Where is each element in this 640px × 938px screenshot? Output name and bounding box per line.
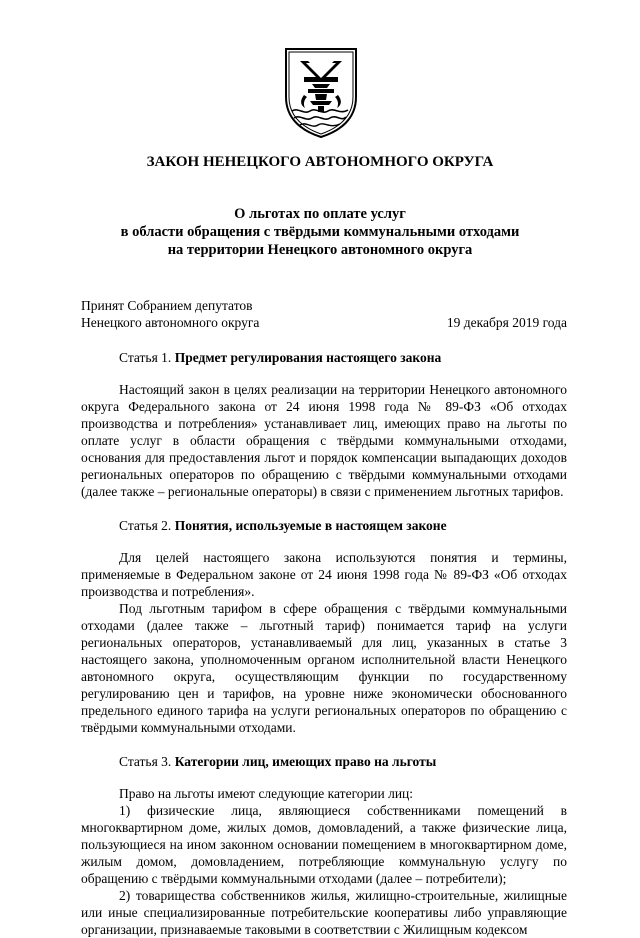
article-3-heading	[81, 753, 567, 770]
article-2-heading	[81, 517, 567, 534]
article-number: Статья 1.	[119, 350, 172, 365]
article-number: Статья 3.	[119, 754, 172, 769]
article-number: Статья 2.	[119, 518, 172, 533]
adopted-by-line: Ненецкого автономного округа	[81, 315, 260, 330]
subject-line: на территории Ненецкого автономного округа	[167, 242, 473, 258]
article-3-item-1: 1) физические лица, являющиеся собственниками помещений в многоквартирном доме, жилых домов, домовладений, а также физические лица, пользующиеся на ином законном основании помещением в многоквартирном доме, жилым домом, домовладением, потребляющие коммунальную услугу по обращению с твёрдыми коммунальными отходами (далее – потребители);	[81, 803, 567, 886]
article-title: Предмет регулирования настоящего закона	[174, 350, 442, 365]
law-title: ЗАКОН НЕНЕЦКОГО АВТОНОМНОГО ОКРУГА	[146, 154, 494, 170]
article-title: Категории лиц, имеющих право на льготы	[174, 754, 437, 769]
law-subject	[0, 205, 640, 259]
article-3-item-2: 2) товарищества собственников жилья, жилищно-строительные, жилищные или иные специализированные потребительские кооперативы либо управляющие организации, признаваемые таковыми в соответствии с Жилищным кодексом	[81, 888, 567, 937]
article-2-text-1: Для целей настоящего закона используются понятия и термины, применяемые в Федеральном законе от 24 июня 1998 года № 89-ФЗ «Об отходах производства и потребления».	[81, 550, 567, 599]
article-title: Понятия, используемые в настоящем законе	[174, 518, 447, 533]
adopted-by-line: Принят Собранием депутатов	[81, 298, 253, 313]
adoption-date: 19 декабря 2019 года	[446, 315, 567, 330]
adoption-block	[81, 297, 567, 331]
law-body	[81, 349, 567, 938]
article-1-text: Настоящий закон в целях реализации на территории Ненецкого автономного округа Федерального закона от 24 июня 1998 года № 89-ФЗ «Об отходах производства и потребления» устанавливает лиц, имеющих право на льготы по оплате услуг в области обращения с твёрдыми коммунальными отходами, основания для предоставления льгот и порядок компенсации выпадающих доходов региональных операторов по обращению с твёрдыми коммунальными отходами (далее также – региональные операторы) в связи с применением льготных тарифов.	[81, 382, 567, 499]
subject-line: О льготах по оплате услуг	[234, 206, 406, 222]
subject-line: в области обращения с твёрдыми коммунальными отходами	[120, 224, 520, 240]
article-3-intro: Право на льготы имеют следующие категории лиц:	[119, 786, 414, 801]
article-2-text-2: Под льготным тарифом в сфере обращения с твёрдыми коммунальными отходами (далее также – льготный тариф) понимается тариф на услуги региональных операторов, устанавливаемый для лиц, указанных в статье 3 настоящего закона, уполномоченным органом исполнительной власти Ненецкого автономного округа, осуществляющим функции по государственному регулированию цен и тарифов, на уровне ниже экономически обоснованного предельного единого тарифа на услуги региональных операторов по обращению с твёрдыми коммунальными отходами.	[81, 601, 567, 735]
article-1-heading	[81, 349, 567, 366]
coat-of-arms-emblem	[282, 47, 360, 139]
